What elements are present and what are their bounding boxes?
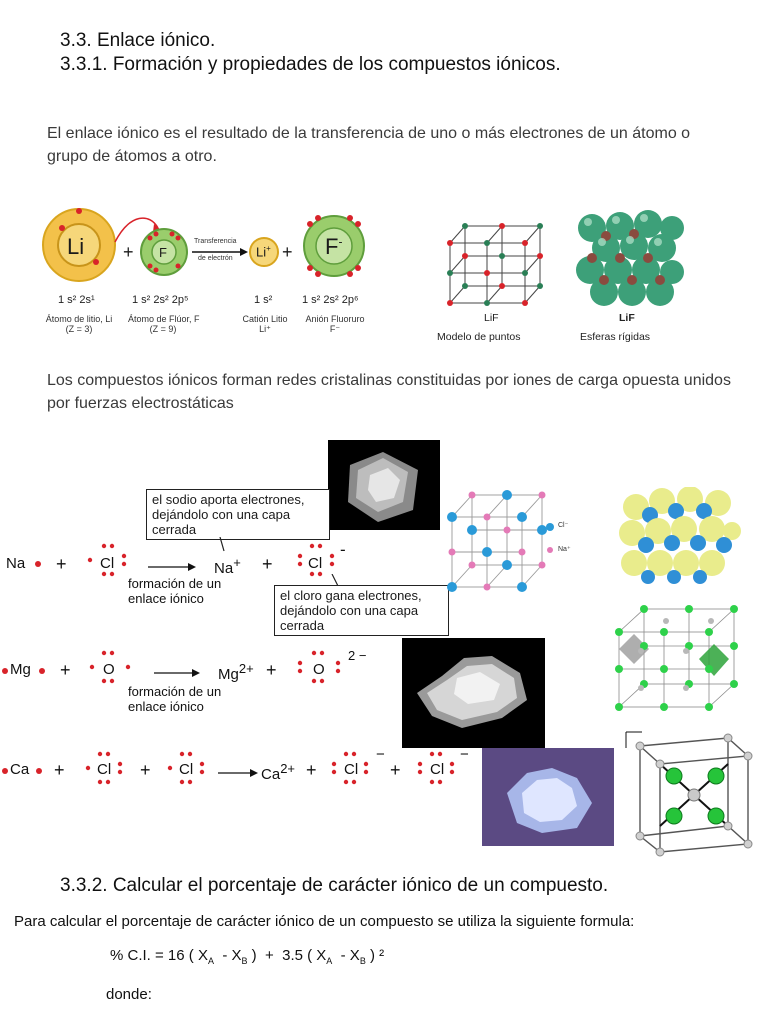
ca-electron-dot-right	[36, 768, 42, 774]
intro-paragraph: El enlace iónico es el resultado de la transferencia de uno o más electrones de un átomo o grupo de átomos a otro.	[47, 125, 691, 165]
section-heading-3-3-1: 3.3.1. Formación y propiedades de los compuestos iónicos.	[60, 54, 561, 75]
cl-ion-charge: -	[340, 540, 346, 559]
config-f-ion: 1 s² 2s² 2p⁶	[302, 294, 359, 306]
cacl2-plus-4: +	[390, 760, 401, 780]
legend-cl: Cl⁻	[558, 522, 569, 529]
cl-ion-symbol-2: Cl	[430, 761, 445, 778]
li-ion-symbol: Li+	[256, 244, 271, 260]
cacl2-plus-3: +	[306, 760, 317, 780]
ca-ion-symbol: $Ca^{2+}$	[261, 761, 296, 783]
na-symbol: Na	[6, 555, 26, 572]
ca-electron-dot-left	[2, 768, 8, 774]
cl-ion-charge-2: −	[460, 746, 469, 763]
na-ion-symbol: Na+	[214, 555, 241, 577]
label-li-atom: Átomo de litio, Li (Z = 3)	[45, 314, 113, 334]
cacl2-crystal-photo	[482, 748, 614, 846]
label-li-cation: Catión Litio Li⁺	[242, 314, 288, 334]
mg-symbol: Mg	[10, 661, 31, 678]
mgo-crystal-photo	[402, 638, 545, 748]
label-f-atom: Átomo de Flúor, F (Z = 9)	[128, 314, 200, 334]
ionic-character-formula: % C.I. = 16 ( $X_A - X_B$ ) + 3.5 ( $X_A - X_B$ ) ²	[110, 947, 385, 966]
donde-label: donde:	[106, 986, 152, 1003]
config-li-ion: 1 s²	[254, 294, 273, 306]
mg-electron-dot-right	[39, 668, 45, 674]
dot-model-caption: Modelo de puntos	[437, 331, 521, 343]
config-li: 1 s² 2s¹	[58, 294, 95, 306]
sphere-model-lattice	[572, 208, 684, 308]
dot-model-label: LiF	[484, 312, 499, 324]
nacl-plus-1: +	[56, 554, 67, 574]
section-heading-3-3: 3.3. Enlace iónico.	[60, 30, 216, 51]
cl-symbol-1: Cl	[97, 761, 112, 778]
legend-na: Na⁺	[558, 546, 571, 553]
formula-intro: Para calcular el porcentaje de carácter iónico de un compuesto se utiliza la siguiente formula:	[14, 913, 635, 930]
nacl-plus-2: +	[262, 554, 273, 574]
cacl2-lattice-model	[618, 728, 758, 858]
sphere-model-caption: Esferas rígidas	[580, 331, 651, 343]
mgo-arrow	[154, 668, 200, 678]
nacl-arrow	[148, 562, 196, 572]
cacl2-plus-2: +	[140, 760, 151, 780]
mgo-formation-note: formación de un enlace iónico	[128, 684, 222, 714]
mgo-plus-1: +	[60, 660, 71, 680]
cl-ion-charge-1: −	[376, 746, 385, 763]
plus-sign: +	[123, 242, 134, 262]
label-f-anion: Anión Fluoruro F⁻	[305, 314, 365, 334]
salt-crystal-photo	[328, 440, 440, 530]
note-chlorine-box: el cloro gana electrones, dejándolo con una capa cerrada	[274, 585, 449, 636]
electron-transfer-diagram	[40, 208, 385, 338]
cl-ion-symbol-1: Cl	[344, 761, 359, 778]
cacl2-arrow	[218, 768, 258, 778]
plus-sign-2: +	[282, 242, 293, 262]
li-symbol: Li	[67, 234, 85, 259]
ca-symbol: Ca	[10, 761, 30, 778]
nacl-formation-note: formación de un enlace iónico	[128, 576, 222, 606]
arrow-label-top: Transferencia	[194, 238, 237, 245]
mg-ion-symbol: $Mg^{2+}$	[218, 661, 254, 683]
cl-ion-symbol: Cl	[308, 555, 323, 572]
o-ion-charge: 2 −	[348, 648, 367, 663]
mg-electron-dot-left	[2, 668, 8, 674]
note-sodium-pointer	[210, 537, 230, 557]
section-heading-3-3-2: 3.3.2. Calcular el porcentaje de carácter iónico de un compuesto.	[60, 875, 609, 896]
cacl2-plus-1: +	[54, 760, 65, 780]
na-electron-dot	[35, 561, 41, 567]
nacl-sphere-packing	[618, 487, 743, 587]
note-sodium-box: el sodio aporta electrones, dejándolo con una capa cerrada	[146, 489, 330, 540]
cl-symbol: Cl	[100, 555, 115, 572]
arrow-label-bottom: de electrón	[198, 255, 233, 262]
nacl-lattice-model	[440, 487, 580, 597]
o-ion-symbol: O	[313, 661, 325, 678]
o-symbol: O	[103, 661, 115, 678]
cl-symbol-2: Cl	[179, 761, 194, 778]
lattice-paragraph: Los compuestos iónicos forman redes cristalinas constituidas por iones de carga opuesta unidos por fuerzas electrostáticas	[47, 372, 731, 412]
config-f: 1 s² 2s² 2p⁵	[132, 294, 189, 306]
sphere-model-label: LiF	[619, 312, 635, 324]
f-ion-symbol: F-	[325, 234, 343, 259]
mgo-lattice-model	[604, 604, 754, 714]
mgo-plus-2: +	[266, 660, 277, 680]
dot-model-lattice	[440, 218, 550, 310]
f-symbol: F	[159, 245, 167, 260]
